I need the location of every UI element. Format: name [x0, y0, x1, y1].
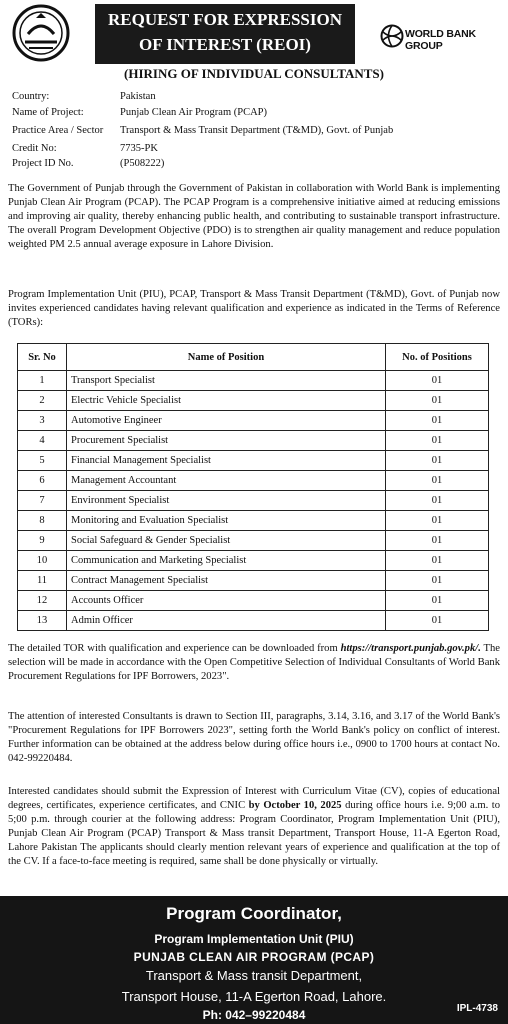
row-position: Automotive Engineer — [67, 411, 386, 431]
submission-text-a: Interested candidates should submit the Expression of Interest with Curriculum Vitae (CV), copies of educational degrees, certificates, experience certificates, and CNIC — [8, 786, 500, 811]
tor-download-link[interactable]: https://transport.punjab.gov.pk/. — [340, 643, 481, 654]
row-position: Transport Specialist — [67, 371, 386, 391]
row-count: 01 — [386, 391, 489, 411]
country-value: Pakistan — [120, 91, 156, 102]
row-sr: 6 — [18, 471, 67, 491]
footer-address: Transport House, 11-A Egerton Road, Lahore. — [121, 989, 387, 1004]
tor-text-b: The selection will be made in accordance with the Open Competitive Selection of Individual Consultants of World Bank Procurement Regulations for IPF Borrowers, 2023". — [8, 643, 500, 682]
table-row — [18, 531, 489, 551]
row-sr: 1 — [18, 371, 67, 391]
row-sr: 12 — [18, 591, 67, 611]
row-position: Procurement Specialist — [67, 431, 386, 451]
footer-program: PUNJAB CLEAN AIR PROGRAM (PCAP) — [133, 950, 375, 964]
world-bank-globe-icon — [380, 22, 404, 50]
conflict-paragraph: The attention of interested Consultants is drawn to Section III, paragraphs, 3.14, 3.16, and 3.17 of the World Bank's "Procurement Regulations for IPF Borrowers 2023", setting forth the World Bank's policy on conflict of interest. Further information can be obtained at the address below during office hours i.e., 0900 to 1700 hours at contact No. 042-99220484. — [8, 711, 500, 764]
intro-paragraph: The Government of Punjab through the Government of Pakistan in collaboration with World Bank is implementing Punjab Clean Air Program (PCAP). The PCAP Program is a comprehensive initiative aimed at reducing emissions and improving air quality, thereby enhancing public health, and contributing to sustainable transport infrastructure. The overall Program Development Objective (PDO) is to strengthen air quality management and reduce population weighted PM 2.5 annual average exposure in Lahore Division. — [8, 183, 500, 250]
deadline-date: by October 10, 2025 — [248, 800, 342, 811]
row-sr: 9 — [18, 531, 67, 551]
credit-value: 7735-PK — [120, 143, 158, 154]
row-sr: 3 — [18, 411, 67, 431]
row-count: 01 — [386, 511, 489, 531]
table-row — [18, 551, 489, 571]
row-position: Monitoring and Evaluation Specialist — [67, 511, 386, 531]
table-row — [18, 451, 489, 471]
table-header-row — [18, 344, 489, 371]
page-title — [95, 4, 355, 64]
row-position: Accounts Officer — [67, 591, 386, 611]
row-position: Electric Vehicle Specialist — [67, 391, 386, 411]
world-bank-logo-text: WORLD BANK GROUP — [405, 28, 476, 52]
title-line-1: REQUEST FOR EXPRESSION — [108, 10, 342, 29]
row-count: 01 — [386, 571, 489, 591]
project-id-value: (P508222) — [120, 158, 165, 169]
row-position: Financial Management Specialist — [67, 451, 386, 471]
ipl-code: IPL-4738 — [456, 1003, 498, 1014]
row-sr: 4 — [18, 431, 67, 451]
table-row — [18, 591, 489, 611]
row-count: 01 — [386, 611, 489, 631]
tor-paragraph — [8, 642, 500, 684]
row-count: 01 — [386, 411, 489, 431]
row-sr: 10 — [18, 551, 67, 571]
sector-value: Transport & Mass Transit Department (T&MD), Govt. of Punjab — [120, 125, 394, 136]
row-position: Management Accountant — [67, 471, 386, 491]
row-position: Social Safeguard & Gender Specialist — [67, 531, 386, 551]
project-label: Name of Project: — [12, 107, 84, 118]
row-count: 01 — [386, 451, 489, 471]
row-count: 01 — [386, 551, 489, 571]
table-row — [18, 491, 489, 511]
credit-label: Credit No: — [12, 143, 57, 154]
table-row — [18, 571, 489, 591]
row-count: 01 — [386, 531, 489, 551]
contact-footer — [0, 896, 508, 1024]
table-row — [18, 371, 489, 391]
table-row — [18, 511, 489, 531]
positions-table — [17, 343, 489, 631]
table-row — [18, 611, 489, 631]
footer-piu: Program Implementation Unit (PIU) — [154, 932, 354, 946]
header-position-name: Name of Position — [67, 344, 386, 371]
sector-label: Practice Area / Sector — [12, 125, 104, 136]
row-position: Admin Officer — [67, 611, 386, 631]
project-value: Punjab Clean Air Program (PCAP) — [120, 107, 267, 118]
tor-text-a: The detailed TOR with qualification and experience can be downloaded from — [8, 643, 341, 654]
row-position: Contract Management Specialist — [67, 571, 386, 591]
header-sr-no: Sr. No — [18, 344, 67, 371]
punjab-emblem-icon — [10, 4, 72, 62]
subtitle: (HIRING OF INDIVIDUAL CONSULTANTS) — [124, 66, 384, 81]
submission-paragraph — [8, 785, 500, 869]
table-row — [18, 431, 489, 451]
row-position: Environment Specialist — [67, 491, 386, 511]
country-label: Country: — [12, 91, 50, 102]
row-count: 01 — [386, 431, 489, 451]
row-sr: 2 — [18, 391, 67, 411]
footer-phone: Ph: 042–99220484 — [202, 1008, 306, 1022]
table-row — [18, 411, 489, 431]
row-sr: 8 — [18, 511, 67, 531]
table-row — [18, 471, 489, 491]
row-count: 01 — [386, 591, 489, 611]
header-position-count: No. of Positions — [386, 344, 489, 371]
title-line-2: OF INTEREST (REOI) — [139, 35, 311, 54]
footer-coordinator: Program Coordinator, — [166, 904, 342, 923]
table-row — [18, 391, 489, 411]
row-sr: 11 — [18, 571, 67, 591]
project-id-label: Project ID No. — [12, 158, 74, 169]
row-sr: 7 — [18, 491, 67, 511]
submission-text-b: during office hours i.e. 9;00 a.m. to 5;00 p.m. through courier at the following address: Program Coordinator, Program Implementation Unit (PIU), Punjab Clean Air Program (PCAP) Transport & Mass transit Department, Transport House, 11-A Egerton Road, Lahore Pakistan The applicants should clearly mention relevant years of experience and qualification at the top of the CV. If a face-to-face meeting is required, same shall be done physically or virtually. — [8, 800, 500, 867]
row-sr: 5 — [18, 451, 67, 471]
row-count: 01 — [386, 491, 489, 511]
footer-department: Transport & Mass transit Department, — [145, 968, 363, 983]
row-sr: 13 — [18, 611, 67, 631]
invitation-paragraph: Program Implementation Unit (PIU), PCAP, Transport & Mass Transit Department (T&MD), Govt. of Punjab now invites experienced candidates having relevant qualification and experience as indicated in the Terms of Reference (TORs): — [8, 289, 500, 328]
row-count: 01 — [386, 371, 489, 391]
row-position: Communication and Marketing Specialist — [67, 551, 386, 571]
row-count: 01 — [386, 471, 489, 491]
